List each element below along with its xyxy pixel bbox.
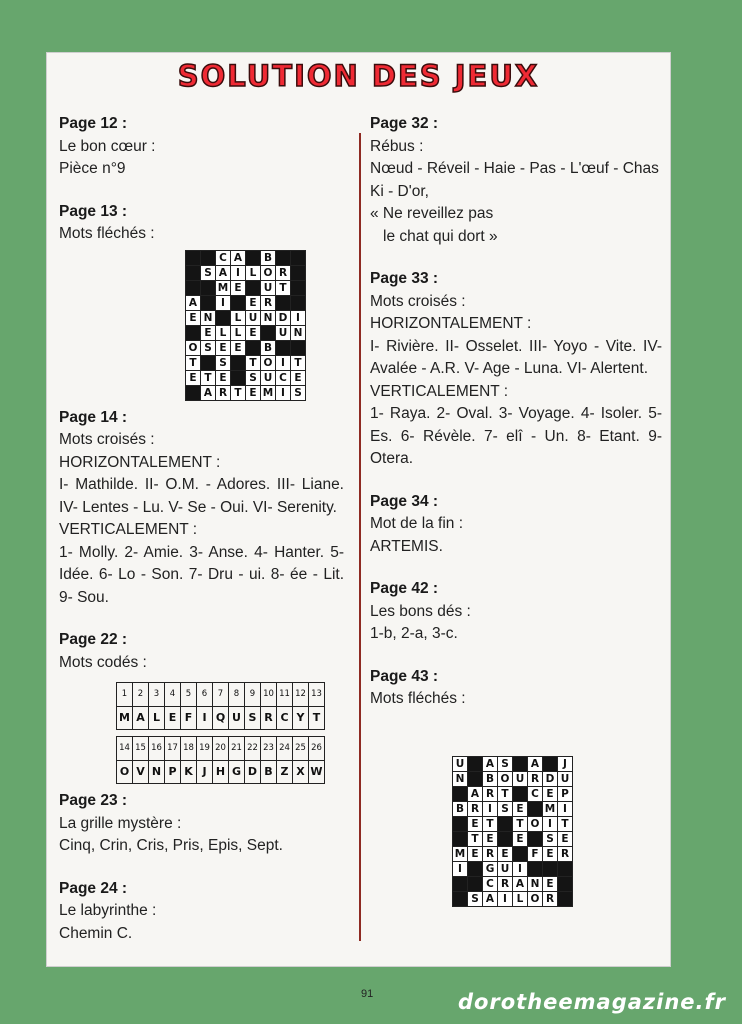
code-letter: K bbox=[181, 760, 197, 784]
black-cell bbox=[543, 756, 558, 771]
arrow-words-grid-2 bbox=[452, 756, 573, 907]
code-letter: L bbox=[149, 706, 165, 730]
black-cell bbox=[201, 280, 216, 295]
black-cell bbox=[231, 355, 246, 370]
grid-row bbox=[453, 891, 573, 906]
section-heading: Page 13 : bbox=[59, 202, 128, 220]
letter-cell: E bbox=[291, 370, 306, 385]
section-line: HORIZONTALEMENT : bbox=[370, 315, 532, 332]
letter-cell: U bbox=[453, 756, 468, 771]
section-heading: Page 42 : bbox=[370, 580, 439, 597]
letter-cell: I bbox=[543, 816, 558, 831]
letter-cell: R bbox=[216, 385, 231, 400]
code-number: 15 bbox=[133, 737, 149, 761]
letter-cell: T bbox=[201, 370, 216, 385]
grid-row bbox=[453, 816, 573, 831]
code-letter: R bbox=[261, 706, 277, 730]
letter-cell: I bbox=[216, 295, 231, 310]
black-cell bbox=[543, 861, 558, 876]
black-cell bbox=[528, 831, 543, 846]
letter-cell: T bbox=[468, 831, 483, 846]
letter-cell: T bbox=[483, 816, 498, 831]
code-letter: E bbox=[165, 706, 181, 730]
code-letter: H bbox=[213, 760, 229, 784]
letter-cell: S bbox=[291, 385, 306, 400]
black-cell bbox=[246, 250, 261, 265]
letter-cell: A bbox=[186, 295, 201, 310]
code-number: 10 bbox=[261, 683, 277, 707]
code-number: 14 bbox=[117, 737, 133, 761]
code-number: 18 bbox=[181, 737, 197, 761]
code-row bbox=[117, 760, 325, 784]
section-heading: Page 22 : bbox=[59, 631, 128, 648]
section-page-23 bbox=[59, 790, 344, 858]
black-cell bbox=[468, 861, 483, 876]
letter-cell: B bbox=[483, 771, 498, 786]
code-number: 16 bbox=[149, 737, 165, 761]
black-cell bbox=[276, 295, 291, 310]
letter-cell: C bbox=[276, 370, 291, 385]
section-heading: Page 24 : bbox=[59, 879, 128, 897]
section-paragraph: I- Mathilde. II- O.M. - Adores. III- Liane. IV- Lentes - Lu. V- Se - Oui. VI- Serenity. bbox=[59, 476, 344, 516]
arrow-words-grid-1 bbox=[185, 250, 306, 401]
code-number: 25 bbox=[293, 737, 309, 761]
section-page-24 bbox=[59, 878, 344, 946]
letter-cell: U bbox=[261, 370, 276, 385]
letter-cell: G bbox=[483, 861, 498, 876]
code-row bbox=[117, 706, 325, 730]
letter-cell: E bbox=[483, 831, 498, 846]
letter-cell: E bbox=[468, 816, 483, 831]
code-letter: J bbox=[197, 760, 213, 784]
right-column bbox=[370, 113, 662, 927]
letter-cell: L bbox=[216, 325, 231, 340]
black-cell bbox=[513, 756, 528, 771]
grid-row bbox=[453, 771, 573, 786]
code-row bbox=[117, 737, 325, 761]
section-heading: Page 43 : bbox=[370, 667, 439, 685]
letter-cell: M bbox=[543, 801, 558, 816]
section-line: Mots codés : bbox=[59, 653, 147, 671]
code-number: 22 bbox=[245, 737, 261, 761]
black-cell bbox=[453, 786, 468, 801]
letter-cell: O bbox=[261, 355, 276, 370]
grid-row bbox=[453, 801, 573, 816]
grid-row bbox=[186, 265, 306, 280]
grid-row bbox=[453, 861, 573, 876]
black-cell bbox=[261, 325, 276, 340]
letter-cell: I bbox=[483, 801, 498, 816]
letter-cell: J bbox=[558, 756, 573, 771]
code-letter: U bbox=[229, 706, 245, 730]
letter-cell: E bbox=[201, 325, 216, 340]
section-heading: Page 12 : bbox=[59, 115, 128, 132]
black-cell bbox=[291, 295, 306, 310]
letter-cell: M bbox=[261, 385, 276, 400]
section-line: Mot de la fin : bbox=[370, 515, 464, 532]
section-line: Les bons dés : bbox=[370, 602, 471, 620]
code-letter: T bbox=[309, 706, 325, 730]
section-heading: Page 34 : bbox=[370, 492, 439, 510]
letter-cell: O bbox=[528, 891, 543, 906]
section-line: Mots croisés : bbox=[59, 431, 155, 448]
code-number: 1 bbox=[117, 683, 133, 707]
letter-cell: E bbox=[558, 831, 573, 846]
black-cell bbox=[231, 295, 246, 310]
letter-cell: R bbox=[543, 891, 558, 906]
letter-cell: A bbox=[468, 786, 483, 801]
letter-cell: R bbox=[276, 265, 291, 280]
black-cell bbox=[186, 325, 201, 340]
letter-cell: C bbox=[528, 786, 543, 801]
black-cell bbox=[246, 340, 261, 355]
letter-cell: T bbox=[291, 355, 306, 370]
code-letter: I bbox=[197, 706, 213, 730]
letter-cell: A bbox=[528, 756, 543, 771]
letter-cell: E bbox=[216, 340, 231, 355]
section-line: Pièce n°9 bbox=[59, 160, 126, 177]
letter-cell: E bbox=[246, 325, 261, 340]
code-number: 7 bbox=[213, 683, 229, 707]
code-letter: S bbox=[245, 706, 261, 730]
section-line: Mots fléchés : bbox=[59, 225, 155, 242]
letter-cell: E bbox=[543, 786, 558, 801]
letter-cell: P bbox=[558, 786, 573, 801]
grid-row bbox=[186, 325, 306, 340]
black-cell bbox=[453, 876, 468, 891]
letter-cell: O bbox=[498, 771, 513, 786]
letter-cell: E bbox=[468, 846, 483, 861]
grid-row bbox=[186, 250, 306, 265]
black-cell bbox=[276, 250, 291, 265]
letter-cell: E bbox=[186, 370, 201, 385]
code-gap-row bbox=[117, 730, 325, 737]
grid-row bbox=[453, 876, 573, 891]
magazine-page bbox=[46, 52, 671, 967]
code-number: 6 bbox=[197, 683, 213, 707]
letter-cell: L bbox=[231, 325, 246, 340]
code-letter: P bbox=[165, 760, 181, 784]
section-paragraph: 1- Molly. 2- Amie. 3- Anse. 4- Hanter. 5- Idée. 6- Lo - Son. 7- Dru - ui. 8- ée - Lit. 9- Sou. bbox=[59, 543, 344, 606]
letter-cell: I bbox=[276, 385, 291, 400]
black-cell bbox=[216, 310, 231, 325]
code-letter: D bbox=[245, 760, 261, 784]
grid-row bbox=[186, 370, 306, 385]
letter-cell: T bbox=[186, 355, 201, 370]
column-divider bbox=[359, 133, 361, 941]
code-number: 24 bbox=[277, 737, 293, 761]
section-paragraph: 1- Raya. 2- Oval. 3- Voyage. 4- Isoler. 5- Es. 6- Révèle. 7- elî - Un. 8- Etant. 9- Otera. bbox=[370, 405, 662, 467]
section-page-34 bbox=[370, 491, 662, 559]
letter-cell: L bbox=[231, 310, 246, 325]
grid-row bbox=[453, 846, 573, 861]
code-letter: B bbox=[261, 760, 277, 784]
grid-row bbox=[453, 756, 573, 771]
grid-row bbox=[186, 310, 306, 325]
letter-cell: R bbox=[483, 786, 498, 801]
code-letter: Q bbox=[213, 706, 229, 730]
code-table bbox=[116, 682, 325, 784]
code-gap bbox=[117, 730, 325, 737]
black-cell bbox=[498, 816, 513, 831]
letter-cell: M bbox=[453, 846, 468, 861]
grid-row bbox=[186, 340, 306, 355]
code-number: 9 bbox=[245, 683, 261, 707]
letter-cell: O bbox=[186, 340, 201, 355]
letter-cell: U bbox=[513, 771, 528, 786]
letter-cell: U bbox=[558, 771, 573, 786]
letter-cell: S bbox=[468, 891, 483, 906]
grid-row bbox=[186, 385, 306, 400]
section-page-22 bbox=[59, 629, 344, 784]
letter-cell: E bbox=[543, 876, 558, 891]
letter-cell: B bbox=[261, 250, 276, 265]
black-cell bbox=[513, 786, 528, 801]
letter-cell: R bbox=[468, 801, 483, 816]
letter-cell: I bbox=[291, 310, 306, 325]
black-cell bbox=[186, 265, 201, 280]
code-letter: M bbox=[117, 706, 133, 730]
section-line: Le labyrinthe : bbox=[59, 902, 157, 919]
code-letter: W bbox=[309, 760, 325, 784]
letter-cell: R bbox=[528, 771, 543, 786]
letter-cell: A bbox=[483, 756, 498, 771]
letter-cell: U bbox=[276, 325, 291, 340]
section-line: ARTEMIS. bbox=[370, 537, 443, 555]
section-paragraph: I- Rivière. II- Osselet. III- Yoyo - Vite. IV- Avalée - A.R. V- Age - Luna. VI- Alertent. bbox=[370, 337, 662, 377]
black-cell bbox=[276, 340, 291, 355]
black-cell bbox=[201, 250, 216, 265]
black-cell bbox=[558, 876, 573, 891]
black-cell bbox=[513, 846, 528, 861]
black-cell bbox=[528, 801, 543, 816]
section-page-12 bbox=[59, 113, 344, 181]
left-column bbox=[59, 113, 344, 965]
black-cell bbox=[453, 891, 468, 906]
code-number: 20 bbox=[213, 737, 229, 761]
letter-cell: C bbox=[483, 876, 498, 891]
code-letter: G bbox=[229, 760, 245, 784]
section-page-32 bbox=[370, 113, 662, 248]
black-cell bbox=[291, 250, 306, 265]
letter-cell: R bbox=[498, 876, 513, 891]
letter-cell: S bbox=[498, 801, 513, 816]
section-line: HORIZONTALEMENT : bbox=[59, 453, 221, 471]
black-cell bbox=[558, 891, 573, 906]
letter-cell: T bbox=[558, 816, 573, 831]
section-line: VERTICALEMENT : bbox=[59, 521, 198, 538]
letter-cell: S bbox=[246, 370, 261, 385]
code-letter: X bbox=[293, 760, 309, 784]
letter-cell: N bbox=[261, 310, 276, 325]
black-cell bbox=[468, 756, 483, 771]
code-number: 23 bbox=[261, 737, 277, 761]
letter-cell: D bbox=[276, 310, 291, 325]
letter-cell: B bbox=[261, 340, 276, 355]
black-cell bbox=[291, 280, 306, 295]
black-cell bbox=[468, 771, 483, 786]
letter-cell: A bbox=[216, 265, 231, 280]
letter-cell: E bbox=[231, 280, 246, 295]
letter-cell: U bbox=[498, 861, 513, 876]
letter-cell: I bbox=[558, 801, 573, 816]
letter-cell: T bbox=[276, 280, 291, 295]
letter-cell: I bbox=[513, 861, 528, 876]
code-letter: A bbox=[133, 706, 149, 730]
section-line: Mots fléchés : bbox=[370, 690, 466, 707]
letter-cell: A bbox=[483, 891, 498, 906]
section-page-14 bbox=[59, 407, 344, 610]
letter-cell: R bbox=[558, 846, 573, 861]
section-heading: Page 23 : bbox=[59, 792, 128, 809]
black-cell bbox=[453, 816, 468, 831]
letter-cell: A bbox=[231, 250, 246, 265]
code-letter: Z bbox=[277, 760, 293, 784]
code-letter: V bbox=[133, 760, 149, 784]
code-number: 11 bbox=[277, 683, 293, 707]
black-cell bbox=[186, 250, 201, 265]
letter-cell: N bbox=[201, 310, 216, 325]
letter-cell: T bbox=[513, 816, 528, 831]
code-letter: Y bbox=[293, 706, 309, 730]
letter-cell: E bbox=[246, 295, 261, 310]
black-cell bbox=[558, 861, 573, 876]
letter-cell: E bbox=[186, 310, 201, 325]
page-number: 91 bbox=[361, 988, 374, 1000]
code-number: 3 bbox=[149, 683, 165, 707]
code-letter: N bbox=[149, 760, 165, 784]
section-heading: Page 32 : bbox=[370, 115, 439, 132]
code-number: 8 bbox=[229, 683, 245, 707]
letter-cell: I bbox=[498, 891, 513, 906]
black-cell bbox=[186, 385, 201, 400]
black-cell bbox=[453, 831, 468, 846]
letter-cell: D bbox=[543, 771, 558, 786]
letter-cell: F bbox=[528, 846, 543, 861]
letter-cell: T bbox=[498, 786, 513, 801]
section-page-13 bbox=[59, 201, 344, 401]
letter-cell: L bbox=[246, 265, 261, 280]
code-number: 13 bbox=[309, 683, 325, 707]
letter-cell: O bbox=[528, 816, 543, 831]
code-number: 5 bbox=[181, 683, 197, 707]
letter-cell: L bbox=[513, 891, 528, 906]
letter-cell: I bbox=[453, 861, 468, 876]
black-cell bbox=[291, 265, 306, 280]
letter-cell: M bbox=[216, 280, 231, 295]
black-cell bbox=[498, 831, 513, 846]
code-letter: O bbox=[117, 760, 133, 784]
section-line: le chat qui dort » bbox=[383, 227, 498, 245]
section-line: Chemin C. bbox=[59, 924, 133, 942]
code-number: 17 bbox=[165, 737, 181, 761]
section-paragraph: Nœud - Réveil - Haie - Pas - L'œuf - Chas Ki - D'or, bbox=[370, 160, 659, 200]
letter-cell: A bbox=[201, 385, 216, 400]
letter-cell: B bbox=[453, 801, 468, 816]
section-page-43 bbox=[370, 666, 662, 907]
black-cell bbox=[291, 340, 306, 355]
letter-cell: I bbox=[231, 265, 246, 280]
code-number: 21 bbox=[229, 737, 245, 761]
letter-cell: C bbox=[216, 250, 231, 265]
section-line: « Ne reveillez pas bbox=[370, 205, 494, 222]
letter-cell: E bbox=[513, 831, 528, 846]
grid-row bbox=[186, 355, 306, 370]
code-number: 4 bbox=[165, 683, 181, 707]
section-line: La grille mystère : bbox=[59, 814, 182, 832]
section-line: Cinq, Crin, Cris, Pris, Epis, Sept. bbox=[59, 837, 283, 854]
letter-cell: S bbox=[543, 831, 558, 846]
letter-cell: N bbox=[528, 876, 543, 891]
section-line: Mots croisés : bbox=[370, 292, 466, 310]
section-line: VERTICALEMENT : bbox=[370, 382, 509, 400]
grid-row bbox=[186, 295, 306, 310]
code-number: 12 bbox=[293, 683, 309, 707]
grid-row bbox=[453, 831, 573, 846]
letter-cell: T bbox=[246, 355, 261, 370]
code-number: 19 bbox=[197, 737, 213, 761]
section-line: Rébus : bbox=[370, 137, 424, 155]
section-heading: Page 14 : bbox=[59, 408, 128, 426]
grid-row bbox=[186, 280, 306, 295]
letter-cell: S bbox=[201, 265, 216, 280]
code-row bbox=[117, 683, 325, 707]
page-title: SOLUTION DES JEUX bbox=[177, 59, 540, 93]
letter-cell: I bbox=[276, 355, 291, 370]
letter-cell: S bbox=[498, 756, 513, 771]
letter-cell: U bbox=[261, 280, 276, 295]
letter-cell: E bbox=[246, 385, 261, 400]
letter-cell: A bbox=[513, 876, 528, 891]
letter-cell: T bbox=[231, 385, 246, 400]
letter-cell: N bbox=[453, 771, 468, 786]
black-cell bbox=[468, 876, 483, 891]
letter-cell: S bbox=[201, 340, 216, 355]
letter-cell: E bbox=[498, 846, 513, 861]
black-cell bbox=[186, 280, 201, 295]
code-number: 2 bbox=[133, 683, 149, 707]
section-line: Le bon cœur : bbox=[59, 137, 156, 155]
code-number: 26 bbox=[309, 737, 325, 761]
section-page-33 bbox=[370, 268, 662, 471]
section-page-42 bbox=[370, 578, 662, 646]
code-letter: F bbox=[181, 706, 197, 730]
black-cell bbox=[528, 861, 543, 876]
watermark: dorotheemagazine.fr bbox=[457, 990, 726, 1014]
black-cell bbox=[231, 370, 246, 385]
section-line: 1-b, 2-a, 3-c. bbox=[370, 625, 458, 642]
black-cell bbox=[201, 295, 216, 310]
letter-cell: E bbox=[216, 370, 231, 385]
letter-cell: O bbox=[261, 265, 276, 280]
code-letter: C bbox=[277, 706, 293, 730]
letter-cell: E bbox=[513, 801, 528, 816]
black-cell bbox=[246, 280, 261, 295]
black-cell bbox=[201, 355, 216, 370]
letter-cell: N bbox=[291, 325, 306, 340]
letter-cell: U bbox=[246, 310, 261, 325]
letter-cell: S bbox=[216, 355, 231, 370]
section-heading: Page 33 : bbox=[370, 270, 439, 287]
letter-cell: E bbox=[543, 846, 558, 861]
grid-row bbox=[453, 786, 573, 801]
letter-cell: R bbox=[483, 846, 498, 861]
letter-cell: R bbox=[261, 295, 276, 310]
letter-cell: E bbox=[231, 340, 246, 355]
